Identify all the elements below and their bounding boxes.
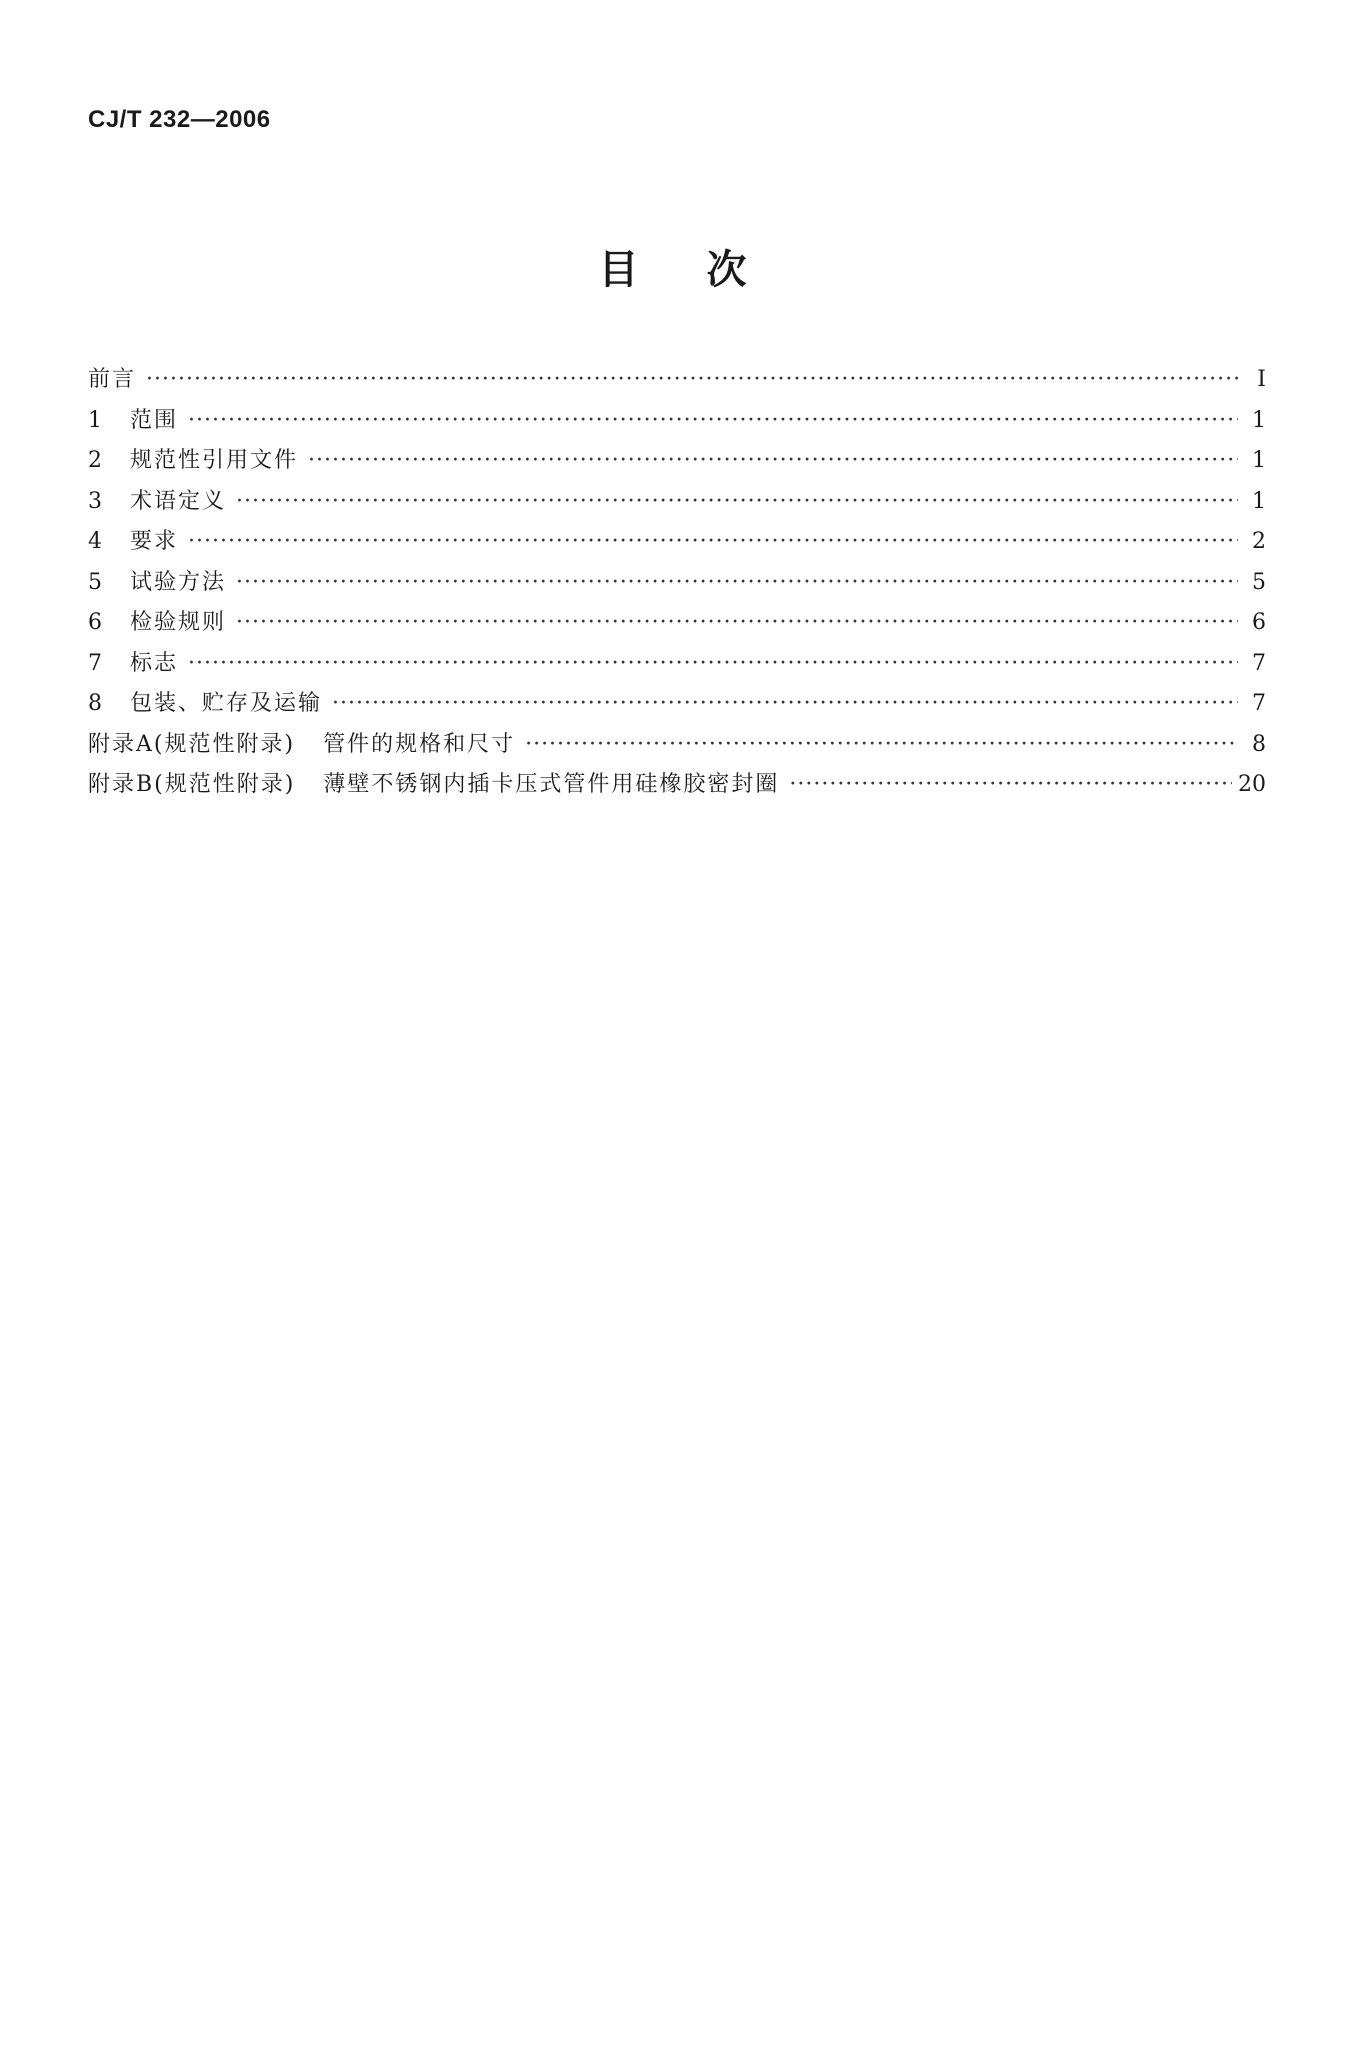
toc-entry-page: 7 [1252,691,1266,716]
toc-entry-number: 1 [88,407,102,433]
toc-entry-page: 20 [1238,772,1266,797]
toc-entry-page: 6 [1252,610,1266,635]
toc-entry-page: 8 [1252,731,1266,757]
toc-entry-2[interactable] [88,443,1266,484]
toc-entry-8[interactable] [88,686,1266,727]
toc-entry-number: 3 [88,488,102,514]
toc-entry-number: 2 [88,448,102,473]
toc-entry-page: 1 [1252,407,1266,433]
toc-entry-label: 包装、贮存及运输 [130,691,323,716]
toc-dot-leader [146,367,1238,392]
toc-entry-label: 要求 [130,529,179,554]
toc-entry-foreword[interactable] [88,362,1266,403]
toc-entry-label [88,767,779,798]
toc-dot-leader [789,772,1232,797]
toc-entry-page: 5 [1252,569,1266,595]
document-code: CJ/T 232—2006 [88,106,271,133]
toc-dot-leader [332,691,1238,716]
toc-entry-page: Ⅰ [1257,367,1266,392]
toc-dot-leader [236,610,1238,635]
toc-entry-4[interactable] [88,524,1266,565]
toc-entry-1[interactable] [88,403,1266,444]
toc-entry-page: 1 [1252,488,1266,514]
toc-dot-leader [236,570,1238,595]
toc-entry-number: 5 [88,569,102,595]
toc-entry-label: 范围 [130,407,179,433]
appendix-title: 管件的规格和尺寸 [323,731,516,757]
toc-entry-number: 7 [88,650,102,676]
toc-dot-leader [236,489,1238,514]
toc-entry-3[interactable] [88,484,1266,525]
appendix-title: 薄壁不锈钢内插卡压式管件用硅橡胶密封圈 [323,772,780,797]
toc-entry-5[interactable] [88,565,1266,606]
toc-entry-appendix-b[interactable] [88,767,1266,808]
toc-entry-label: 试验方法 [130,569,227,595]
toc-entry-page: 7 [1252,650,1266,676]
toc-dot-leader [525,732,1238,757]
toc-dot-leader [188,651,1238,676]
toc-entry-label: 检验规则 [130,610,227,635]
toc-entry-label: 前言 [88,367,137,392]
toc-dot-leader [308,448,1238,473]
toc-entry-number: 4 [88,529,102,554]
page-title: 目次 [598,247,815,293]
toc-entry-label [88,727,515,758]
toc-dot-leader [188,408,1238,433]
toc-entry-page: 2 [1252,529,1266,554]
toc-entry-appendix-a[interactable] [88,727,1266,768]
toc-entry-6[interactable] [88,605,1266,646]
appendix-designation: 附录A(规范性附录) [88,731,296,757]
table-of-contents [88,362,1266,808]
toc-entry-number: 6 [88,610,102,635]
toc-entry-label: 术语定义 [130,488,227,514]
toc-entry-number: 8 [88,691,102,716]
toc-entry-label: 规范性引用文件 [130,448,299,473]
appendix-designation: 附录B(规范性附录) [88,772,296,797]
toc-entry-label: 标志 [130,650,179,676]
toc-entry-7[interactable] [88,646,1266,687]
toc-dot-leader [188,529,1238,554]
toc-entry-page: 1 [1252,448,1266,473]
